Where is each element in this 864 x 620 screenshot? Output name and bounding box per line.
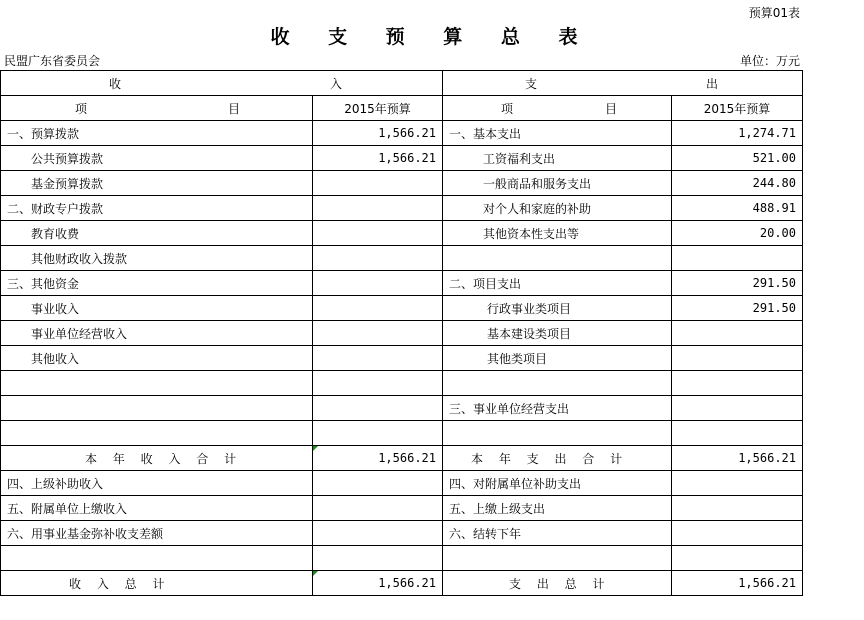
expense-budget-value bbox=[672, 371, 803, 396]
budget-table bbox=[0, 70, 803, 596]
income-budget-value bbox=[313, 396, 443, 421]
expense-budget-value bbox=[672, 496, 803, 521]
expense-budget-value bbox=[672, 471, 803, 496]
table-row bbox=[1, 171, 803, 196]
table-row bbox=[1, 346, 803, 371]
expense-budget-value: 1,566.21 bbox=[672, 571, 803, 596]
income-item-label: 本 年 收 入 合 计 bbox=[1, 446, 313, 471]
budget-header-left: 2015年预算 bbox=[313, 96, 443, 121]
income-budget-value: 1,566.21 bbox=[313, 571, 443, 596]
organization-name: 民盟广东省委员会 bbox=[4, 54, 101, 68]
income-budget-value bbox=[313, 346, 443, 371]
expense-budget-value bbox=[672, 321, 803, 346]
expense-budget-value: 244.80 bbox=[672, 171, 803, 196]
expense-budget-value bbox=[672, 346, 803, 371]
expense-item-label: 支 出 总 计 bbox=[443, 571, 672, 596]
table-row bbox=[1, 296, 803, 321]
expense-item-label: 其他类项目 bbox=[443, 346, 672, 371]
expense-budget-value: 488.91 bbox=[672, 196, 803, 221]
expense-item-label: 五、上缴上级支出 bbox=[443, 496, 672, 521]
expense-item-label bbox=[443, 421, 672, 446]
expense-budget-value: 20.00 bbox=[672, 221, 803, 246]
expense-item-label bbox=[443, 246, 672, 271]
income-item-label: 基金预算拨款 bbox=[1, 171, 313, 196]
table-row bbox=[1, 196, 803, 221]
expense-item-label: 二、项目支出 bbox=[443, 271, 672, 296]
table-row bbox=[1, 521, 803, 546]
unit-label: 单位：万元 bbox=[739, 54, 800, 68]
table-row bbox=[1, 121, 803, 146]
table-row bbox=[1, 321, 803, 346]
income-budget-value bbox=[313, 296, 443, 321]
income-item-label: 五、附属单位上缴收入 bbox=[1, 496, 313, 521]
income-budget-value: 1,566.21 bbox=[313, 146, 443, 171]
expense-budget-value: 1,566.21 bbox=[672, 446, 803, 471]
income-budget-value bbox=[313, 521, 443, 546]
expense-item-label: 本 年 支 出 合 计 bbox=[443, 446, 672, 471]
expense-header-char-2: 出 bbox=[705, 76, 718, 91]
income-budget-value bbox=[313, 471, 443, 496]
income-budget-value bbox=[313, 171, 443, 196]
income-item-label: 六、用事业基金弥补收支差额 bbox=[1, 521, 313, 546]
income-item-label: 事业单位经营收入 bbox=[1, 321, 313, 346]
income-item-label: 事业收入 bbox=[1, 296, 313, 321]
income-item-label bbox=[1, 396, 313, 421]
expense-header-char-1: 支 bbox=[525, 76, 538, 91]
expense-item-label: 一般商品和服务支出 bbox=[443, 171, 672, 196]
item-header-right bbox=[443, 96, 672, 121]
income-item-label: 四、上级补助收入 bbox=[1, 471, 313, 496]
item-header-right-char-2: 目 bbox=[604, 101, 617, 116]
income-budget-value bbox=[313, 421, 443, 446]
income-header-char-2: 入 bbox=[329, 76, 342, 91]
expense-item-label: 其他资本性支出等 bbox=[443, 221, 672, 246]
income-item-label: 三、其他资金 bbox=[1, 271, 313, 296]
income-budget-value: 1,566.21 bbox=[313, 121, 443, 146]
income-budget-value bbox=[313, 221, 443, 246]
income-budget-value bbox=[313, 246, 443, 271]
table-row bbox=[1, 246, 803, 271]
item-header-left bbox=[1, 96, 313, 121]
item-header-right-char-1: 项 bbox=[501, 101, 514, 116]
expense-item-label: 一、基本支出 bbox=[443, 121, 672, 146]
income-budget-value bbox=[313, 371, 443, 396]
income-item-label: 公共预算拨款 bbox=[1, 146, 313, 171]
income-item-label bbox=[1, 546, 313, 571]
table-row bbox=[1, 546, 803, 571]
income-budget-value bbox=[313, 321, 443, 346]
expense-item-label bbox=[443, 546, 672, 571]
expense-budget-value: 291.50 bbox=[672, 271, 803, 296]
header-row-2 bbox=[1, 96, 803, 121]
table-row bbox=[1, 371, 803, 396]
income-item-label bbox=[1, 371, 313, 396]
income-budget-value bbox=[313, 496, 443, 521]
income-item-label: 收 入 总 计 bbox=[1, 571, 313, 596]
expense-item-label: 基本建设类项目 bbox=[443, 321, 672, 346]
table-row bbox=[1, 221, 803, 246]
income-item-label bbox=[1, 421, 313, 446]
expense-budget-value bbox=[672, 546, 803, 571]
income-header bbox=[1, 71, 443, 96]
table-row bbox=[1, 496, 803, 521]
income-budget-value bbox=[313, 546, 443, 571]
table-row bbox=[1, 146, 803, 171]
income-header-char-1: 收 bbox=[109, 76, 122, 91]
expense-item-label: 行政事业类项目 bbox=[443, 296, 672, 321]
income-budget-value: 1,566.21 bbox=[313, 446, 443, 471]
expense-budget-value: 521.00 bbox=[672, 146, 803, 171]
expense-budget-value bbox=[672, 246, 803, 271]
expense-item-label: 六、结转下年 bbox=[443, 521, 672, 546]
expense-budget-value: 1,274.71 bbox=[672, 121, 803, 146]
expense-item-label: 工资福利支出 bbox=[443, 146, 672, 171]
item-header-left-char-2: 目 bbox=[227, 101, 240, 116]
item-header-left-char-1: 项 bbox=[75, 101, 88, 116]
expense-item-label: 三、事业单位经营支出 bbox=[443, 396, 672, 421]
expense-budget-value bbox=[672, 421, 803, 446]
table-row bbox=[1, 471, 803, 496]
header-row-1 bbox=[1, 71, 803, 96]
income-budget-value bbox=[313, 271, 443, 296]
expense-item-label bbox=[443, 371, 672, 396]
income-item-label: 教育收费 bbox=[1, 221, 313, 246]
expense-item-label: 四、对附属单位补助支出 bbox=[443, 471, 672, 496]
expense-budget-value bbox=[672, 521, 803, 546]
budget-header-right: 2015年预算 bbox=[672, 96, 803, 121]
table-row bbox=[1, 396, 803, 421]
form-number: 预算01表 bbox=[748, 6, 800, 20]
income-item-label: 二、财政专户拨款 bbox=[1, 196, 313, 221]
page-title: 收 支 预 算 总 表 bbox=[270, 26, 594, 48]
expense-budget-value bbox=[672, 396, 803, 421]
income-item-label: 其他收入 bbox=[1, 346, 313, 371]
table-row bbox=[1, 571, 803, 596]
expense-item-label: 对个人和家庭的补助 bbox=[443, 196, 672, 221]
budget-rows bbox=[1, 121, 803, 596]
income-item-label: 一、预算拨款 bbox=[1, 121, 313, 146]
income-item-label: 其他财政收入拨款 bbox=[1, 246, 313, 271]
table-row bbox=[1, 421, 803, 446]
expense-budget-value: 291.50 bbox=[672, 296, 803, 321]
table-row bbox=[1, 446, 803, 471]
expense-header bbox=[443, 71, 803, 96]
table-row bbox=[1, 271, 803, 296]
income-budget-value bbox=[313, 196, 443, 221]
